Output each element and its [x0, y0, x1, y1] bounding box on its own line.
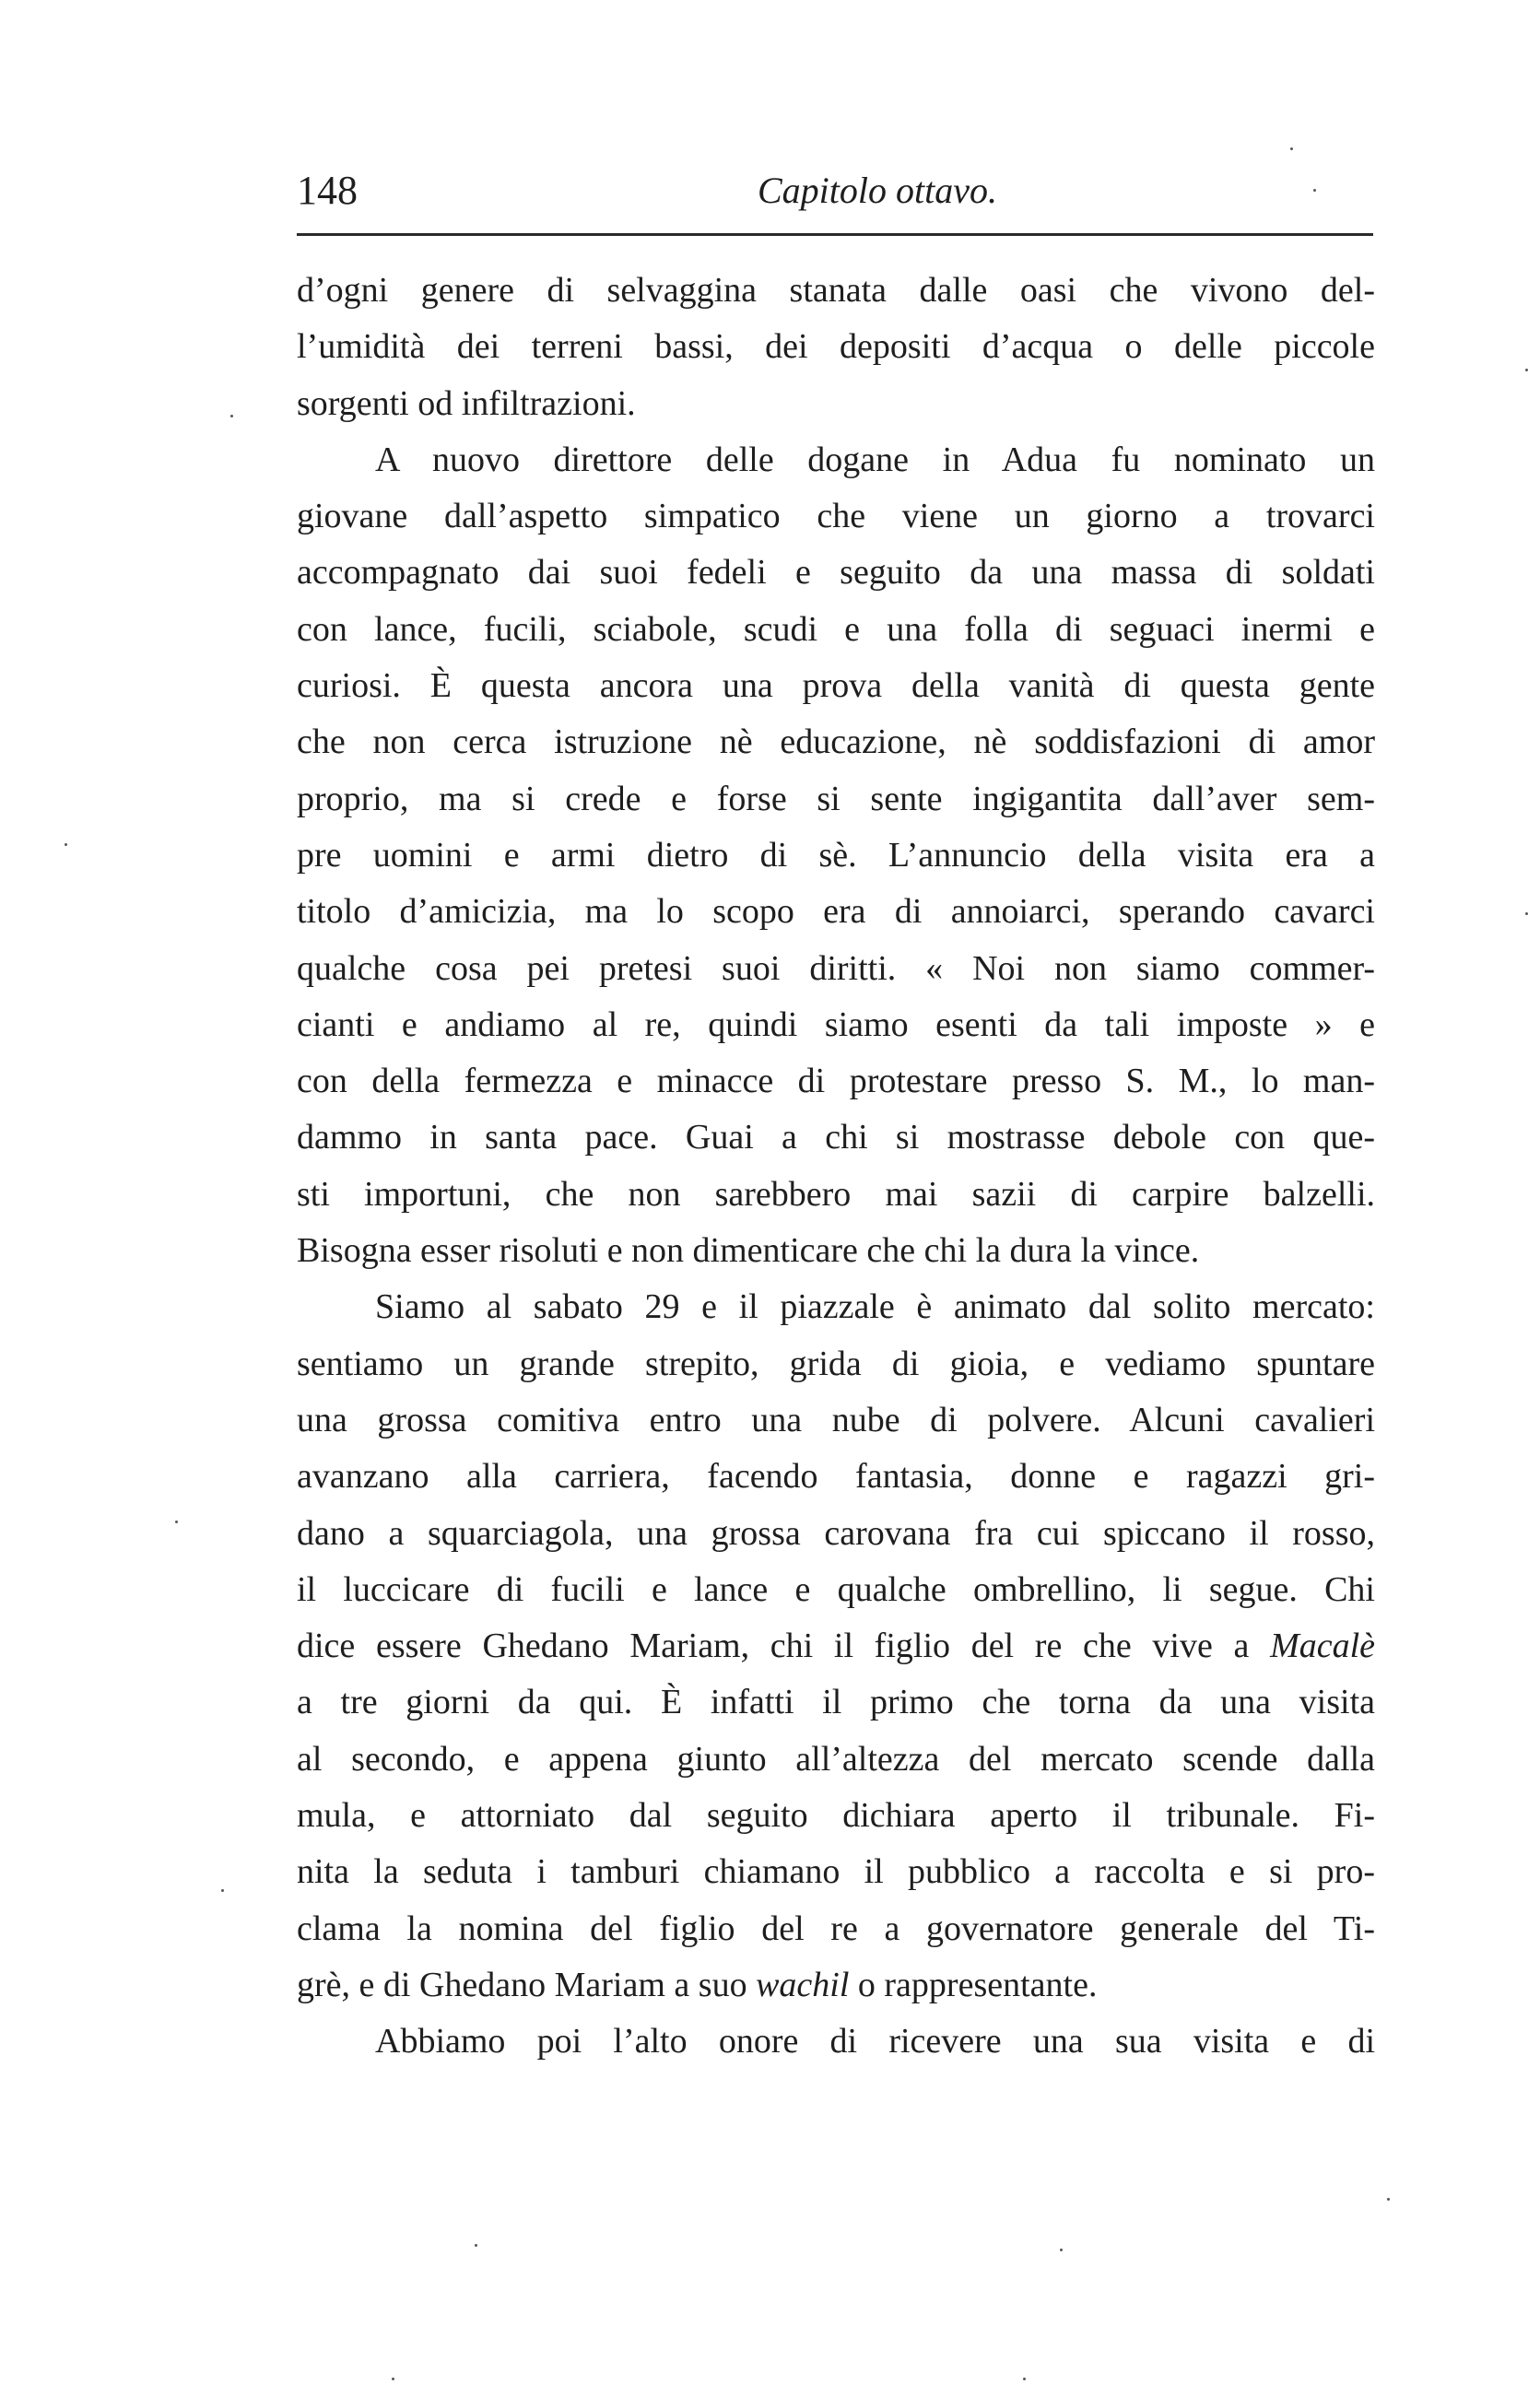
speck — [1525, 369, 1528, 371]
text-line: Bisogna esser risoluti e non dimenticare che chi la dura la vince. — [297, 1231, 1200, 1271]
text-line — [297, 1618, 1375, 1674]
speck — [65, 843, 67, 846]
text-line: proprio, ma si crede e forse si sente ingigantita dall’aver sem- — [297, 779, 1375, 818]
text-line: giovane dall’aspetto simpatico che viene un giorno a trovarci — [297, 497, 1375, 536]
speck — [230, 415, 233, 417]
text-segment: dice essere Ghedano Mariam, chi il figlio del re che vive a — [297, 1627, 1250, 1666]
text-line: che non cerca istruzione nè educazione, nè soddisfazioni di amor — [297, 722, 1375, 762]
text-line: dammo in santa pace. Guai a chi si mostrasse debole con que- — [297, 1118, 1375, 1157]
text-line: dano a squarciagola, una grossa carovana fra cui spiccano il rosso, — [297, 1513, 1375, 1553]
speck — [392, 2378, 394, 2380]
speck — [1313, 189, 1316, 192]
speck — [1525, 912, 1528, 915]
text-line: una grossa comitiva entro una nube di polvere. Alcuni cavalieri — [297, 1400, 1375, 1439]
italic-term: wachil — [756, 1965, 850, 2004]
text-line: accompagnato dai suoi fedeli e seguito da una massa di soldati — [297, 553, 1375, 593]
page-header — [297, 159, 1375, 223]
text-line: l’umidità dei terreni bassi, dei depositi d’acqua o delle piccole — [297, 327, 1375, 367]
speck — [1290, 147, 1293, 150]
text-segment: o rappresentante. — [857, 1965, 1098, 2004]
text-line — [297, 1957, 1375, 2014]
speck — [1023, 2378, 1026, 2380]
text-line: sti importuni, che non sarebbero mai sazii di carpire balzelli. — [297, 1174, 1375, 1214]
text-line: mula, e attorniato dal seguito dichiara aperto il tribunale. Fi- — [297, 1796, 1375, 1836]
text-line: qualche cosa pei pretesi suoi diritti. « Noi non siamo commer- — [297, 948, 1375, 988]
header-rule — [297, 233, 1373, 236]
text-line: d’ogni genere di selvaggina stanata dalle oasi che vivono del- — [297, 271, 1375, 310]
text-line: Abbiamo poi l’alto onore di ricevere una sua visita e di — [375, 2022, 1375, 2061]
place-name: Macalè — [1270, 1627, 1375, 1666]
text-line: avanzano alla carriera, facendo fantasia, donne e ragazzi gri- — [297, 1457, 1375, 1497]
text-line: il luccicare di fucili e lance e qualche ombrellino, li segue. Chi — [297, 1569, 1375, 1609]
text-line: pre uomini e armi dietro di sè. L’annuncio della visita era a — [297, 835, 1375, 875]
text-line: nita la seduta i tamburi chiamano il pubblico a raccolta e si pro- — [297, 1852, 1375, 1892]
text-line: cianti e andiamo al re, quindi siamo esenti da tali imposte » e — [297, 1004, 1375, 1044]
text-line: sorgenti od infiltrazioni. — [297, 383, 636, 423]
speck — [175, 1521, 178, 1523]
page-number: 148 — [297, 168, 358, 213]
text-segment: grè, e di Ghedano Mariam a suo — [297, 1965, 747, 2004]
text-line: con della fermezza e minacce di protestare presso S. M., lo man- — [297, 1062, 1375, 1101]
text-line: A nuovo direttore delle dogane in Adua fu nominato un — [375, 440, 1375, 479]
speck — [1387, 2198, 1390, 2201]
text-line: con lance, fucili, sciabole, scudi e una folla di seguaci inermi e — [297, 609, 1375, 649]
text-line: Siamo al sabato 29 e il piazzale è animato dal solito mercato: — [375, 1287, 1375, 1327]
text-line: al secondo, e appena giunto all’altezza del mercato scende dalla — [297, 1739, 1375, 1779]
text-line: curiosi. È questa ancora una prova della vanità di questa gente — [297, 666, 1375, 706]
speck — [221, 1889, 224, 1892]
text-line: a tre giorni da qui. È infatti il primo che torna da una visita — [297, 1683, 1375, 1722]
text-line: clama la nomina del figlio del re a governatore generale del Ti- — [297, 1909, 1375, 1948]
running-title: Capitolo ottavo. — [758, 170, 997, 211]
text-line: sentiamo un grande strepito, grida di gioia, e vediamo spuntare — [297, 1344, 1375, 1383]
speck — [1060, 2249, 1063, 2251]
text-line: titolo d’amicizia, ma lo scopo era di annoiarci, sperando cavarci — [297, 892, 1375, 932]
speck — [475, 2244, 477, 2247]
body-text — [297, 263, 1375, 2071]
